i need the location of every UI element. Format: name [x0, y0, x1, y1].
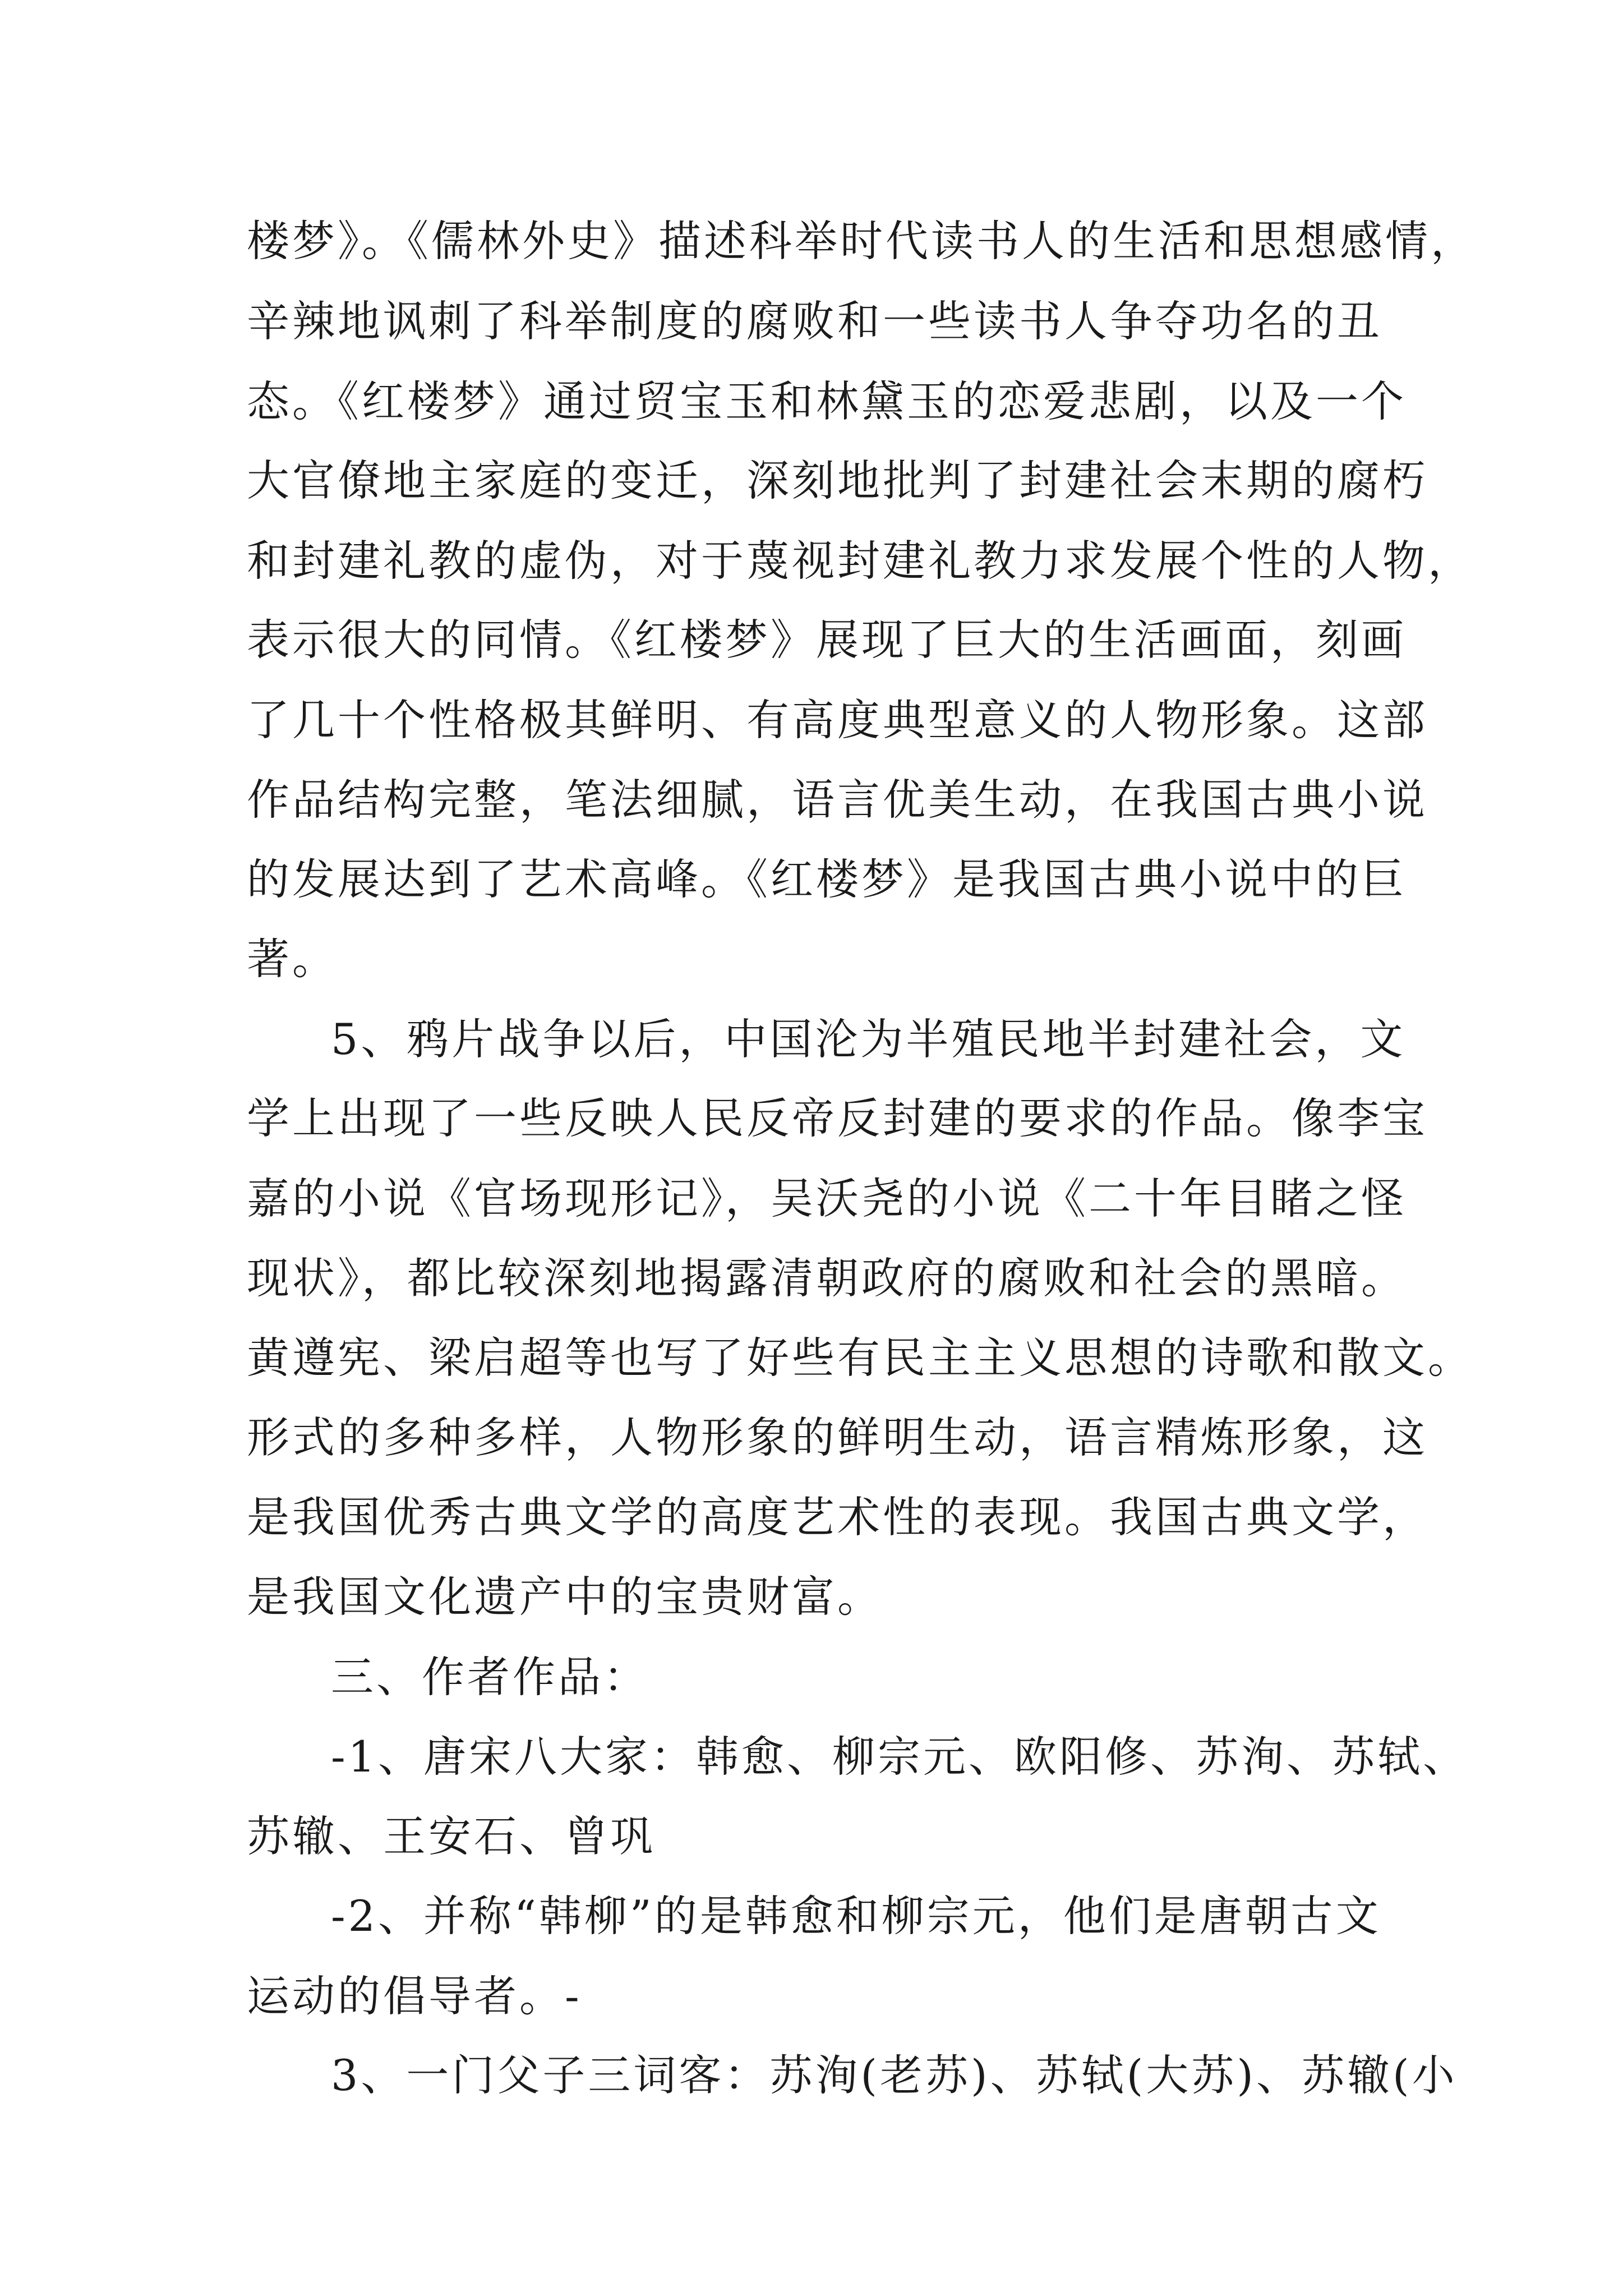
text-line: 作品结构完整，笔法细腻，语言优美生动，在我国古典小说: [247, 775, 1428, 825]
list-item-line: 3、一门父子三词客：苏洵(老苏)、苏轼(大苏)、苏辙(小: [331, 2050, 1458, 2100]
text-line: 楼梦》。《儒林外史》描述科举时代读书人的生活和思想感情，: [247, 216, 1476, 266]
paragraph-start-line: 5、鸦片战争以后，中国沦为半殖民地半封建社会，文: [331, 1014, 1406, 1064]
list-item-line: -1、唐宋八大家：韩愈、柳宗元、欧阳修、苏洵、苏轼、: [331, 1732, 1469, 1782]
text-line: 现状》，都比较深刻地揭露清朝政府的腐败和社会的黑暗。: [247, 1253, 1407, 1303]
text-line: 了几十个性格极其鲜明、有高度典型意义的人物形象。这部: [247, 695, 1428, 745]
text-line: 黄遵宪、梁启超等也写了好些有民主主义思想的诗歌和散文。: [247, 1333, 1473, 1383]
text-line: 是我国优秀古典文学的高度艺术性的表现。我国古典文学，: [247, 1492, 1428, 1542]
text-line: 学上出现了一些反映人民反帝反封建的要求的作品。像李宝: [247, 1093, 1428, 1143]
text-line: 是我国文化遗产中的宝贵财富。: [247, 1572, 883, 1622]
text-line: 的发展达到了艺术高峰。《红楼梦》是我国古典小说中的巨: [247, 854, 1407, 904]
text-line: 和封建礼教的虚伪，对于蔑视封建礼教力求发展个性的人物，: [247, 536, 1473, 586]
text-line: 大官僚地主家庭的变迁，深刻地批判了封建社会末期的腐朽: [247, 455, 1428, 505]
text-line: 辛辣地讽刺了科举制度的腐败和一些读书人争夺功名的丑: [247, 296, 1382, 346]
text-line: 态。《红楼梦》通过贸宝玉和林黛玉的恋爱悲剧，以及一个: [247, 376, 1407, 426]
text-line: 形式的多种多样，人物形象的鲜明生动，语言精炼形象，这: [247, 1412, 1428, 1462]
text-line: 表示很大的同情。《红楼梦》展现了巨大的生活画面，刻画: [247, 615, 1407, 665]
text-line: 著。: [247, 934, 338, 984]
text-line: 嘉的小说《官场现形记》，吴沃尧的小说《二十年目睹之怪: [247, 1174, 1407, 1223]
section-heading: 三、作者作品：: [331, 1652, 649, 1702]
list-item-line: -2、并称“韩柳”的是韩愈和柳宗元，他们是唐朝古文: [331, 1891, 1381, 1941]
text-line: 运动的倡导者。-: [247, 1971, 582, 2021]
text-line: 苏辙、王安石、曾巩: [247, 1811, 656, 1861]
